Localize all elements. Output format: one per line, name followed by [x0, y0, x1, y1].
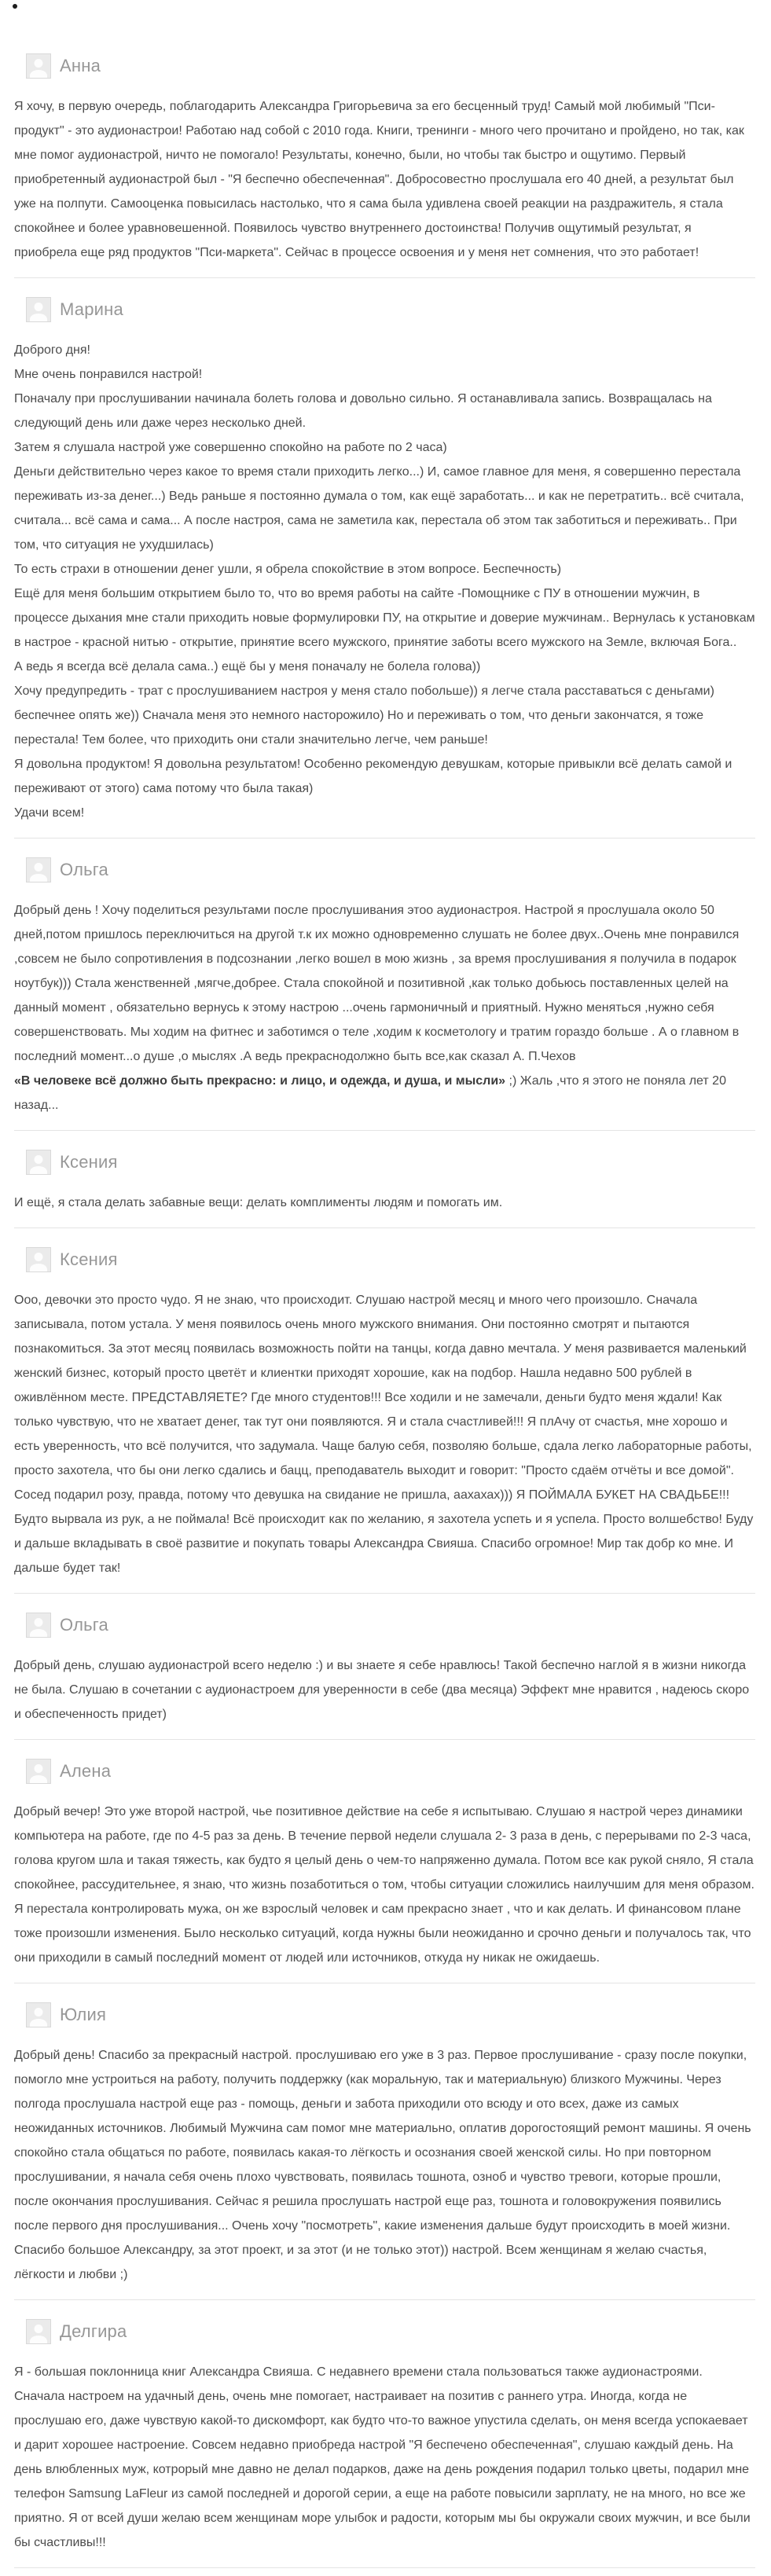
review-paragraph: Добрый день ! Хочу поделиться результами после прослушивания этоо аудионастроя. Настрой я прослушала около 50 дней,потом пришлось переключиться на другой т.к их можно одновременно слушать не более двух..Очень мне понравился ,совсем не было сопротивления в подсознании ,легко вошел в мою жизнь , за время прослушивания я получила в подарок ноутбук))) Стала женственней ,мягче,добрее. Стала спокойной и позитивной ,как только добьюсь поставленных целей на данный момент , обязательно вернусь к этому настрою ...очень гармоничный и приятный. Нужно меняться ,нужно себя совершенствовать. Мы ходим на фитнес и заботимся о теле ,ходим к косметологу и тратим гораздо больше . А о главном в последний момент...о душе ,о мыслях .А ведь прекраснодолжно быть все,как сказал А. П.Чехов — [14, 904, 740, 1063]
reviewer-name: Юлия — [60, 2005, 107, 2024]
review-item — [14, 1983, 755, 2300]
avatar-placeholder-icon — [26, 1759, 51, 1784]
avatar-placeholder-icon — [26, 53, 51, 79]
review-paragraph: Я хочу, в первую очередь, поблагодарить Александра Григорьевича за его бесценный труд! Самый мой любимый "Пси-продукт" - это аудионастрои! Работаю над собой с 2010 года. Книги, тренинги - много чего прочитано и пройдено, но так, как мне помог аудионастрой, ничто не помогало! Результаты, конечно, были, но чтобы так быстро и ощутимо. Первый приобретенный аудионастрой был - "Я беспечно обеспеченная". Добросовестно прослушала его 40 дней, а результат был уже на полпути. Самооценка повысилась настолько, что я сама была удивлена своей реакции на раздражитель, я стала спокойнее и более уравновешенной. Появилось чувство внутреннего достоинства! Получив ощутимый результат, я приобрела еще ряд продуктов "Пси-маркета". Сейчас в процессе освоения и у меня нет сомнения, что это работает! — [14, 100, 744, 259]
review-paragraph: Затем я слушала настрой уже совершенно спокойно на работе по 2 часа) — [14, 441, 447, 454]
avatar-placeholder-icon — [26, 2319, 51, 2344]
review-header — [26, 1247, 755, 1272]
review-paragraph: Деньги действительно через какое то время стали приходить легко...) И, самое главное для меня, я совершенно перестала переживать из-за денег...) Ведь раньше я постоянно думала о том, как ещё заработать... и как не перетратить.. всё считала, считала... всё сама и сама... А после настроя, сама не заметила как, перестала об этом так заботиться и переживать.. При том, что ситуация не ухудшилась) — [14, 465, 744, 552]
review-item — [14, 1131, 755, 1228]
reviewer-name: Марина — [60, 299, 123, 319]
review-text — [14, 1191, 755, 1215]
review-paragraph: Ещё для меня большим открытием было то, что во время работы на сайте -Помощнике с ПУ в отношении мужчин, в процессе дыхания мне стали приходить новые формулировки ПУ, на открытие и доверие мужчинам.. Вернулась к установкам в настрое - красной нитью - открытие, принятие всего мужского, принятие заботы всего мужского на Земле, включая Бога.. — [14, 587, 755, 649]
review-item — [14, 1228, 755, 1594]
review-text — [14, 1653, 755, 1727]
avatar-placeholder-icon — [26, 1150, 51, 1175]
review-text — [14, 2360, 755, 2555]
review-item — [14, 838, 755, 1131]
review-paragraph: Мне очень понравился настрой! — [14, 368, 203, 381]
review-paragraph: Хочу предупредить - трат с прослушиванием настроя у меня стало побольше)) я легче стала расставаться с деньгами) беспечнее опять же)) Сначала меня это немного насторожило) Но и переживать о том, что деньги закончатся, я тоже перестала! Тем более, что приходить они стали значительно легче, чем раньше! — [14, 684, 714, 747]
review-header — [26, 1150, 755, 1175]
review-paragraph: Добрый вечер! Это уже второй настрой, чье позитивное действие на себе я испытываю. Слушаю я настрой через динамики компьютера на работе, где по 4-5 раз за день. В течение первой недели слушала 2- 3 раза в день, с перерывами по 2-3 часа, голова кругом шла и такая тяжесть, как будто я целый день о чем-то напряженно думала. Потом все как рукой сняло, Я стала спокойнее, рассудительнее, я знаю, что жизнь позаботиться о том, чтобы ситуации сложились наилучшим для меня образом. Я перестала контролировать мужа, он же взрослый человек и сам прекрасно знает , что и как делать. И финансовом плане тоже произошли изменения. Было несколько ситуаций, когда нужны были неожиданно и срочно деньги и получалось так, что они приходили в самый последний момент от людей или источников, откуда ну никак не ожидаешь. — [14, 1805, 754, 1965]
reviewer-name: Ольга — [60, 860, 108, 879]
review-item — [14, 278, 755, 838]
reviewer-name: Алена — [60, 1761, 112, 1781]
review-paragraph: То есть страхи в отношении денег ушли, я обрела спокойствие в этом вопросе. Беспечность) — [14, 563, 562, 576]
review-paragraph: Добрый день, слушаю аудионастрой всего неделю :) и вы знаете я себе нравлюсь! Такой беспечно наглой я в жизни никогда не была. Слушаю в сочетании с аудионастроем для уверенности в себе (два месяца) Эффект мне нравится , надеюсь скоро и обеспеченность придет) — [14, 1659, 750, 1721]
review-paragraph: Добрый день! Спасибо за прекрасный настрой. прослушиваю его уже в 3 раз. Первое прослушивание - сразу после покупки, помогло мне устроиться на работу, получить поддержку (как моральную, так и материальную) близкого Мужчины. Через полгода прослушала настрой еще раз - помощь, деньги и забота приходили ото всюду и ото всех, даже из самых неожиданных источников. Любимый Мужчина сам помог мне материально, оплатив дорогостоящий ремонт машины. Я очень спокойно стала общаться по работе, появилась какая-то лёгкость и осознания своей женской силы. Но при повторном прослушивании, я начала себя очень плохо чувствовать, появилась тошнота, озноб и чувство тревоги, которые прошли, после окончания прослушивания. Сейчас я решила прослушать настрой еще раз, тошнота и головокружения появились после первого дня прослушивания... Очень хочу "посмотреть", какие изменения дальше будут происходить в моей жизни. Спасибо большое Александру, за этот проект, и за этот (и не только этот)) настрой. Всем женщинам я желаю счастья, лёгкости и любви ;) — [14, 2049, 751, 2281]
review-header — [26, 1759, 755, 1784]
review-header — [26, 1613, 755, 1638]
avatar-placeholder-icon — [26, 857, 51, 883]
avatar-placeholder-icon — [26, 2002, 51, 2027]
review-paragraph: И ещё, я стала делать забавные вещи: делать комплименты людям и помогать им. — [14, 1196, 503, 1209]
review-item — [14, 2300, 755, 2568]
review-header — [26, 2002, 755, 2027]
review-item — [14, 35, 755, 278]
review-text — [14, 1288, 755, 1580]
review-header — [26, 2319, 755, 2344]
review-item — [14, 1740, 755, 1983]
review-item — [14, 1594, 755, 1740]
list-bullet-icon — [13, 4, 17, 9]
reviewer-name: Ольга — [60, 1615, 108, 1635]
reviews-list — [14, 35, 755, 2568]
review-header — [26, 53, 755, 79]
avatar-placeholder-icon — [26, 1613, 51, 1638]
reviewer-name: Делгира — [60, 2321, 127, 2341]
review-paragraph: Удачи всем! — [14, 806, 85, 820]
avatar-placeholder-icon — [26, 1247, 51, 1272]
reviewer-name: Анна — [60, 56, 101, 75]
review-paragraph: Поначалу при прослушивании начинала болеть голова и довольно сильно. Я останавливала запись. Возвращалась на следующий день или даже через несколько дней. — [14, 392, 712, 430]
review-text — [14, 2043, 755, 2287]
review-paragraph: Доброго дня! — [14, 343, 90, 357]
review-paragraph — [14, 1069, 755, 1117]
avatar-placeholder-icon — [26, 297, 51, 322]
review-text — [14, 94, 755, 265]
text-run: ;) Жаль ,что я этого не поняла лет 20 назад... — [14, 1074, 726, 1112]
review-text — [14, 338, 755, 825]
reviewer-name: Ксения — [60, 1249, 118, 1269]
review-paragraph: Я - большая поклонница книг Александра Свияша. С недавнего времени стала пользоваться также аудионастроями. Сначала настроем на удачный день, очень мне помогает, настраивает на позитив с раннего утра. Иногда, когда не прослушаю его, даже чувствую какой-то дискомфорт, как будто что-то важное упустила сделать, он меня всегда успокаевает и дарит хорошее настроение. Совсем недавно приобреда настрой "Я беспечено обеспеченная", слушаю каждый день. На день влюбленных муж, котрорый мне давно не делал подарков, даже на день рождения подарил только цветы, подарил мне телефон Samsung LaFleur из самой последней и дорогой серии, а еще на работе повысили зарплату, не на много, но все же приятно. Я от всей души желаю всем женщинам море улыбок и радости, которым мы бы окружали своих мужчин, и все были бы счастливы!!! — [14, 2365, 751, 2549]
reviewer-name: Ксения — [60, 1152, 118, 1172]
bold-quote: «В человеке всё должно быть прекрасно: и лицо, и одежда, и душа, и мысли» — [14, 1074, 506, 1088]
review-header — [26, 297, 755, 322]
review-paragraph: Ооо, девочки это просто чудо. Я не знаю, что происходит. Слушаю настрой месяц и много чего произошло. Сначала записывала, потом устала. У меня появилось очень много мужского внимания. Они постоянно смотрят и пытаются познакомиться. За этот месяц появилась возможность пойти на танцы, когда давно мечтала. У меня развивается маленький женский бизнес, который просто цветёт и клиентки приходят хорошие, как на подбор. Нашла недавно 500 рублей в оживлённом месте. ПРЕДСТАВЛЯЕТЕ? Где много студентов!!! Все ходили и не замечали, деньги будто меня ждали! Как только чувствую, что не хватает денег, так тут они появляются. Я и стала счастливей!!! Я плАчу от счастья, мне хорошо и есть уверенность, что всё получится, что задумала. Чаще балую себя, позволяю больше, сдала легко лабораторные работы, просто захотела, что бы они легко сдались и бацц, преподаватель выходит и говорит: "Просто сдаём отчёты и все домой". Сосед подарил розу, правда, потому что девушка на свидание не пришла, аахахах))) Я ПОЙМАЛА БУКЕТ НА СВАДЬБЕ!!! Будто вырвала из рук, а не поймала! Всё происходит как по желанию, я захотела успеть и я успела. Просто волшебство! Буду и дальше вкладывать в своё развитие и покупать товары Александра Свияша. Спасибо огромное! Мир так добр ко мне. И дальше будет так! — [14, 1294, 754, 1575]
review-text — [14, 1800, 755, 1970]
review-paragraph: Я довольна продуктом! Я довольна результатом! Особенно рекомендую девушкам, которые привыкли всё делать самой и переживают от этого) сама потому что была такая) — [14, 758, 732, 795]
review-paragraph: А ведь я всегда всё делала сама..) ещё бы у меня поначалу не болела голова)) — [14, 660, 481, 673]
review-header — [26, 857, 755, 883]
review-text — [14, 898, 755, 1117]
